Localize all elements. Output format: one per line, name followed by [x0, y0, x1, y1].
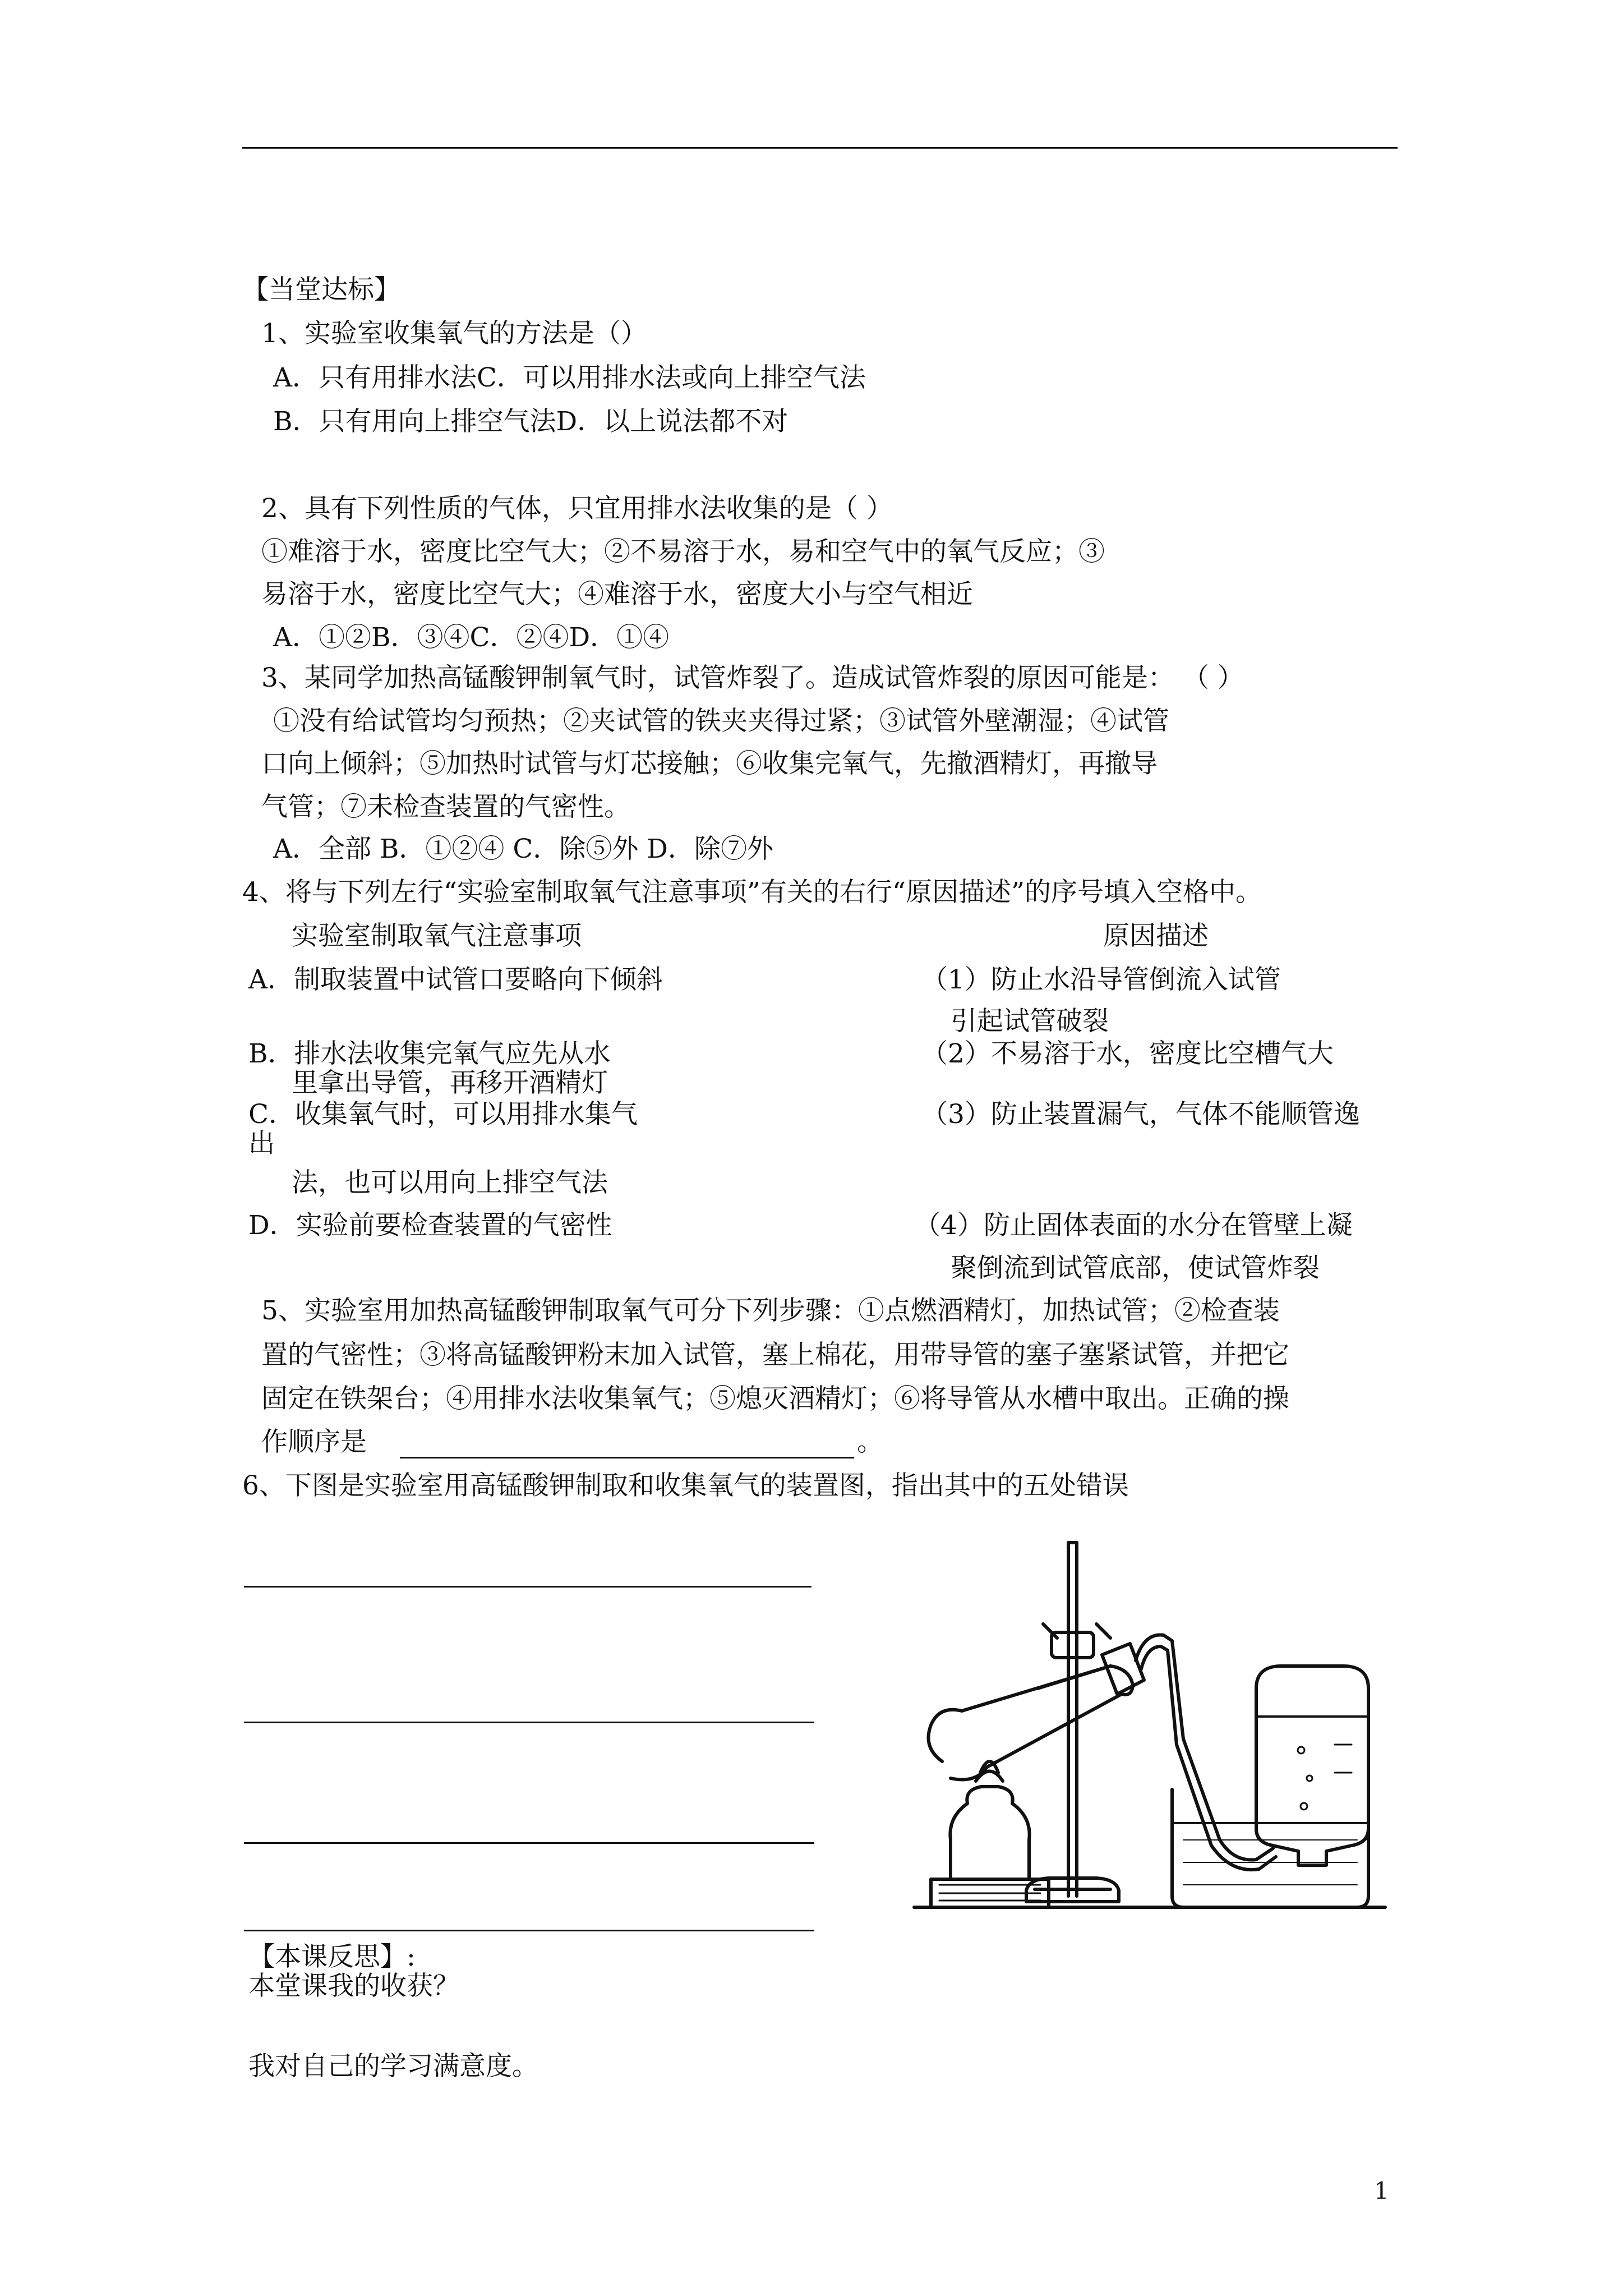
q4-b-left1: B．排水法收集完氧气应先从水: [248, 1038, 611, 1069]
q4-left-header: 实验室制取氧气注意事项: [292, 921, 582, 951]
q2-stem: 2、具有下列性质的气体，只宜用排水法收集的是（ ）: [261, 493, 893, 524]
q4-d-right1: （4）防止固体表面的水分在管壁上凝: [914, 1210, 1353, 1241]
q5-line4-prefix: 作顺序是: [261, 1427, 367, 1457]
q4-c-left1: C．收集氧气时，可以用排水集气: [248, 1099, 638, 1130]
q4-right-header: 原因描述: [1103, 921, 1209, 951]
header-rule: [242, 147, 1398, 149]
q4-c-right2: 出: [248, 1128, 275, 1159]
q4-b-right: （2）不易溶于水，密度比空槽气大: [921, 1038, 1334, 1069]
q4-a-right2: 引起试管破裂: [951, 1006, 1109, 1037]
reflection-title: 【本课反思】:: [248, 1941, 416, 1972]
q4-c-right1: （3）防止装置漏气，气体不能顺管逸: [921, 1099, 1360, 1130]
q6-answer-line-2[interactable]: [244, 1722, 814, 1723]
q3-line3: 气管；⑦未检查装置的气密性。: [261, 792, 630, 822]
q4-stem: 4、将与下列左行“实验室制取氧气注意事项”有关的右行“原因描述”的序号填入空格中。: [242, 877, 1262, 908]
reflection-line2: 我对自己的学习满意度。: [248, 2051, 538, 2082]
q3-line2: 口向上倾斜；⑤加热时试管与灯芯接触；⑥收集完氧气，先撤酒精灯，再撤导: [261, 748, 1158, 779]
q1-options-line1: A．只有用排水法C．可以用排水法或向上排空气法: [273, 362, 866, 393]
q4-a-left: A．制取装置中试管口要略向下倾斜: [248, 964, 663, 995]
q1-stem: 1、实验室收集氧气的方法是（）: [261, 318, 647, 349]
page-number: 1: [1374, 2177, 1389, 2205]
q5-line4-suffix: 。: [857, 1427, 883, 1457]
q6-stem: 6、下图是实验室用高锰酸钾制取和收集氧气的装置图，指出其中的五处错误: [242, 1470, 1129, 1501]
q4-d-left: D．实验前要检查装置的气密性: [248, 1210, 612, 1241]
q5-line3: 固定在铁架台；④用排水法收集氧气；⑤熄灭酒精灯；⑥将导管从水槽中取出。正确的操: [261, 1383, 1289, 1414]
q4-b-left2: 里拿出导管，再移开酒精灯: [292, 1068, 608, 1098]
section-title: 【当堂达标】: [242, 274, 400, 305]
q6-answer-line-4[interactable]: [244, 1930, 814, 1931]
q5-line1: 5、实验室用加热高锰酸钾制取氧气可分下列步骤：①点燃酒精灯，加热试管；②检查装: [261, 1295, 1280, 1326]
q4-a-right1: （1）防止水沿导管倒流入试管: [921, 964, 1281, 995]
q4-d-right2: 聚倒流到试管底部，使试管炸裂: [951, 1253, 1320, 1283]
q3-options: A．全部 B．①②④ C．除⑤外 D．除⑦外: [273, 834, 773, 864]
q5-line2: 置的气密性；③将高锰酸钾粉末加入试管，塞上棉花，用带导管的塞子塞紧试管，并把它: [261, 1340, 1289, 1370]
q4-c-left2: 法，也可以用向上排空气法: [292, 1167, 608, 1198]
q3-line1: ①没有给试管均匀预热；②夹试管的铁夹夹得过紧；③试管外壁潮湿；④试管: [273, 706, 1169, 737]
oxygen-apparatus-figure: [909, 1526, 1391, 1930]
q2-line2: 易溶于水，密度比空气大；④难溶于水，密度大小与空气相近: [261, 579, 973, 610]
q2-line1: ①难溶于水，密度比空气大；②不易溶于水，易和空气中的氧气反应；③: [261, 536, 1105, 567]
reflection-line1: 本堂课我的收获？: [248, 1971, 459, 2001]
q3-stem: 3、某同学加热高锰酸钾制氧气时，试管炸裂了。造成试管炸裂的原因可能是： （ ）: [261, 662, 1244, 693]
q2-options: A．①②B．③④C．②④D．①④: [273, 622, 670, 653]
q6-answer-line-1[interactable]: [244, 1586, 811, 1588]
q6-answer-line-3[interactable]: [244, 1842, 814, 1844]
q1-options-line2: B．只有用向上排空气法D．以上说法都不对: [273, 406, 789, 437]
q5-answer-blank[interactable]: [400, 1457, 854, 1458]
